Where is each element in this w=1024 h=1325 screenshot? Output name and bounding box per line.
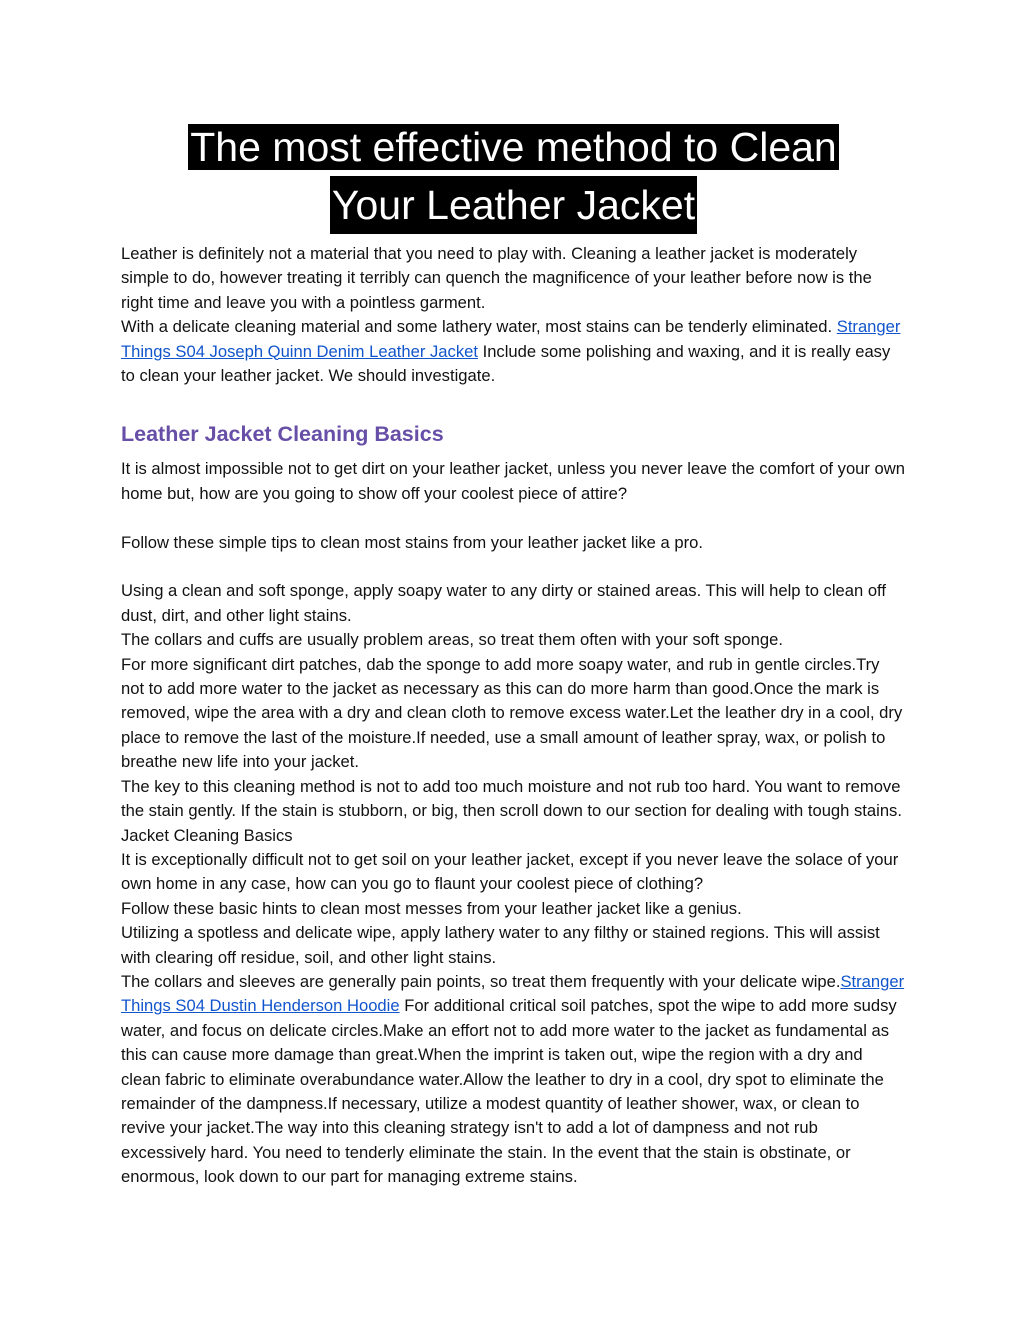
page-title [121,118,906,234]
section-paragraph-4: The collars and cuffs are usually problem areas, so treat them often with your soft sponge. [121,630,783,650]
section-paragraph-2: Follow these simple tips to clean most stains from your leather jacket like a pro. [121,532,703,552]
intro-paragraph-2-text-after: Include some polishing and waxing, and it is really easy to clean your leather jacket. We should investigate. [121,341,891,386]
section-paragraph-10-text-after: For additional critical soil patches, spot the wipe to add more sudsy water, and focus on delicate circles.Make an effort not to add more water to the jacket as fundamental as this can cause more damage than great.When the imprint is taken out, wipe the region with a dry and clean fabric to eliminate overabundance water.Allow the leather to dry in a cool, dry spot to eliminate the remainder of the dampness.If necessary, utilize a modest quantity of leather shower, wax, or clean to revive your jacket.The way into this cleaning strategy isn't to add a lot of dampness and not rub excessively hard. You need to tenderly eliminate the stain. In the event that the stain is obstinate, or enormous, look down to our part for managing extreme stains. [121,996,897,1187]
section-paragraph-1: It is almost impossible not to get dirt on your leather jacket, unless you never leave the comfort of your own home but, how are you going to show off your coolest piece of attire? [121,459,905,503]
intro-paragraph-2-text-before: With a delicate cleaning material and some lathery water, most stains can be tenderly eliminated. [121,317,837,337]
page-title-line1: The most effective method to Clean [190,124,837,170]
intro-paragraph-2 [121,315,906,388]
paragraph-spacer [121,555,906,579]
page-title-line2: Your Leather Jacket [330,176,697,234]
section-paragraph-10 [121,970,906,1190]
section-paragraph-3: Using a clean and soft sponge, apply soapy water to any dirty or stained areas. This will help to clean off dust, dirt, and other light stains. [121,581,886,625]
section-paragraph-9: Utilizing a spotless and delicate wipe, apply lathery water to any filthy or stained regions. This will assist with clearing off residue, soil, and other light stains. [121,923,880,967]
section-paragraph-10-text-before: The collars and sleeves are generally pain points, so treat them frequently with your delicate wipe. [121,971,841,991]
paragraph-spacer [121,506,906,530]
document-page [121,118,906,1190]
section-paragraph-7: It is exceptionally difficult not to get soil on your leather jacket, except if you never leave the solace of your own home in any case, how can you go to flaunt your coolest piece of clothing? [121,849,899,894]
section-paragraph-5: For more significant dirt patches, dab the sponge to add more soapy water, and rub in gentle circles.Try not to add more water to the jacket as necessary as this can do more harm than good.Once the mark is removed, wipe the area with a dry and clean cloth to remove excess water.Let the leather dry in a cool, dry place to remove the last of the moisture.If needed, use a small amount of leather spray, wax, or polish to breathe new life into your jacket. [121,654,903,772]
section-paragraph-8: Follow these basic hints to clean most messes from your leather jacket like a genius. [121,898,742,918]
dustin-henderson-hoodie-link[interactable]: Stranger Things S04 Dustin Henderson Hoodie [121,971,905,1016]
joseph-quinn-jacket-link[interactable]: Stranger Things S04 Joseph Quinn Denim Leather Jacket [121,317,901,361]
section-paragraph-6: The key to this cleaning method is not to add too much moisture and not rub too hard. You want to remove the stain gently. If the stain is stubborn, or big, then scroll down to our section for dealing with tough stains. Jacket Cleaning Basics [121,776,902,845]
intro-paragraph-1: Leather is definitely not a material that you need to play with. Cleaning a leather jacket is moderately simple to do, however treating it terribly can quench the magnificence of your leather before now is the right time and leave you with a pointless garment. [121,244,872,312]
section-heading: Leather Jacket Cleaning Basics [121,422,444,447]
